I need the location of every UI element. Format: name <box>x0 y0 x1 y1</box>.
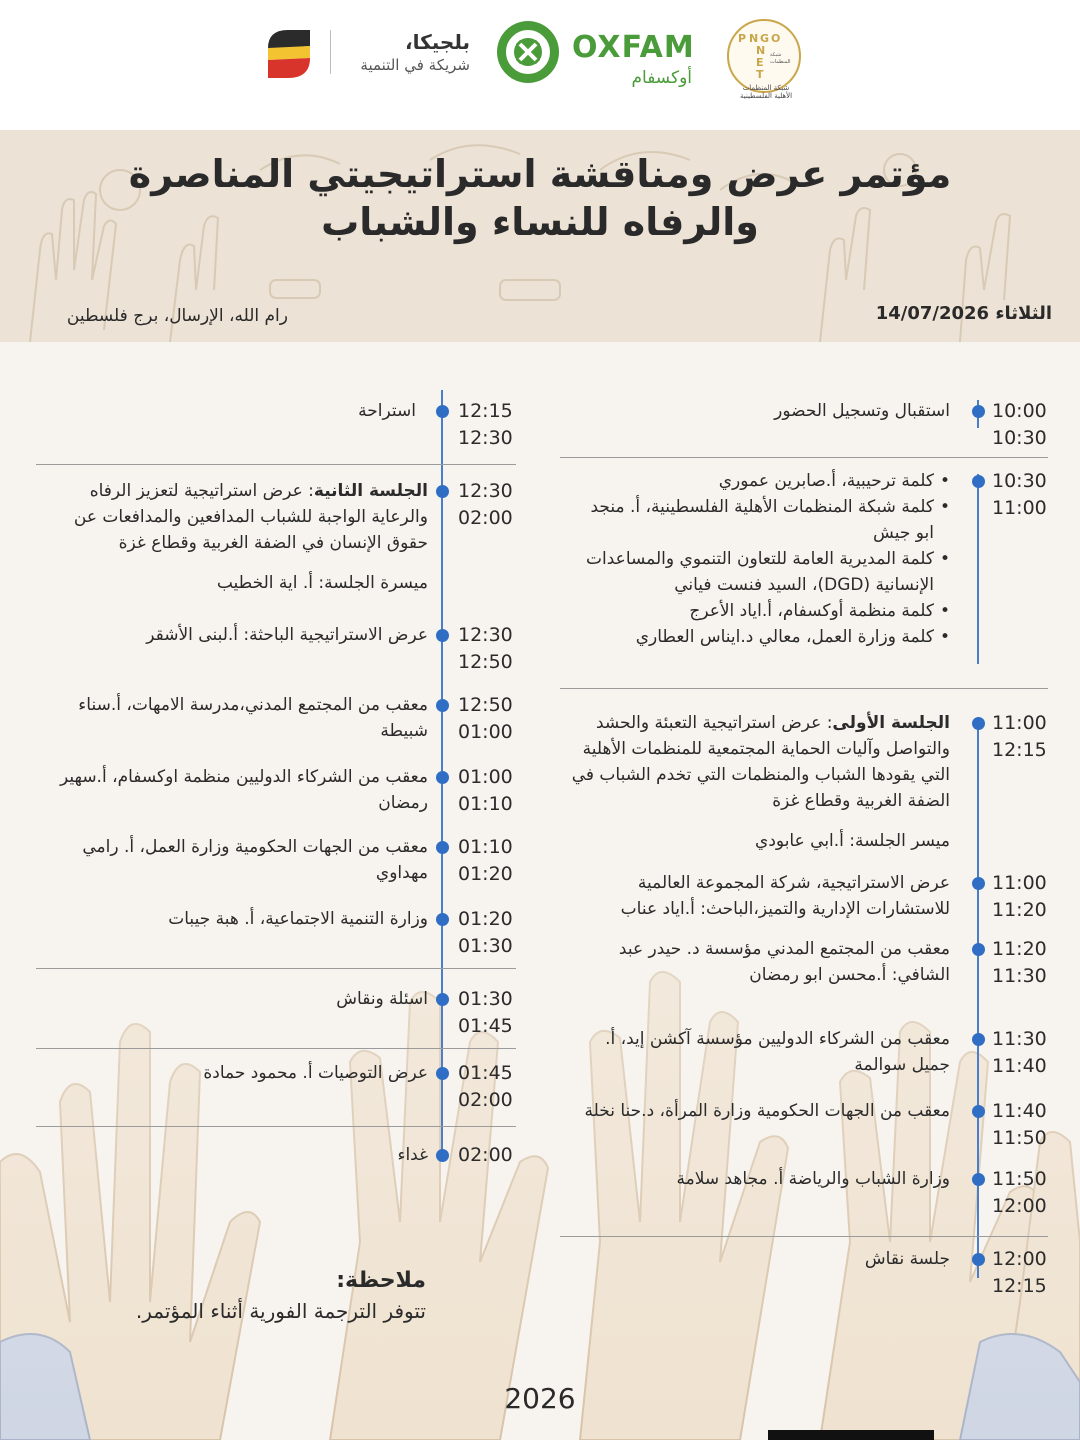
agenda-text: جلسة نقاش <box>864 1249 950 1269</box>
agenda-entry <box>560 398 1050 458</box>
session-moderator: ميسرة الجلسة: أ. اية الخطيب <box>216 573 428 593</box>
agenda-text: معقب من الجهات الحكومية وزارة المرأة، د.حنا نخلة <box>584 1101 950 1121</box>
agenda-entry <box>36 478 516 618</box>
time-range: 12:50 01:00 <box>458 694 513 743</box>
session-label: الجلسة الثانية <box>313 481 428 501</box>
agenda-text: معقب من الشركاء الدوليين منظمة اوكسفام، أ.سهير رمضان <box>59 767 428 813</box>
time-range: 11:30 11:40 <box>992 1028 1047 1077</box>
time-range: 11:00 11:20 <box>992 872 1047 921</box>
time-range: 01:20 01:30 <box>458 908 513 957</box>
oxfam-wordmark: OXFAM <box>572 30 695 65</box>
timeline-dot <box>436 1149 449 1162</box>
time-range: 12:15 12:30 <box>458 400 513 449</box>
oxfam-arabic-name: أوكسفام <box>631 68 692 88</box>
time-range: 11:40 11:50 <box>992 1100 1047 1149</box>
agenda-bullet-list <box>570 468 950 650</box>
list-item: • كلمة وزارة العمل، معالي د.ايناس العطاري <box>570 624 950 650</box>
agenda-text <box>36 478 428 596</box>
agenda-entry <box>36 834 516 894</box>
agenda-text: عرض الاستراتيجية، شركة المجموعة العالمية للاستشارات الإدارية والتميز،الباحث: أ.اياد عناب <box>620 873 950 919</box>
agenda-entry <box>560 870 1050 930</box>
agenda-text: معقب من الشركاء الدوليين مؤسسة آكشن إيد، أ. جميل سوالمة <box>605 1029 950 1075</box>
list-item: • كلمة المديرية العامة للتعاون التنموي والمساعدات الإنسانية (DGD)، السيد فنست فياني <box>570 546 950 598</box>
svg-text:T: T <box>756 68 764 81</box>
time-range: 01:10 01:20 <box>458 836 513 885</box>
session-description: : عرض استراتيجية لتعزيز الرفاه والرعاية الواجبة للشباب المدافعين والمدافعات عن حقوق الإنسان في الضفة الغربية وقطاع غزة <box>73 481 428 553</box>
timeline-dot <box>436 993 449 1006</box>
event-title-line2: والرفاه للنساء والشباب <box>321 200 759 244</box>
event-date: الثلاثاء 14/07/2026 <box>875 303 1052 324</box>
belgium-tagline: شريكة في التنمية <box>360 56 470 74</box>
agenda-text: وزارة التنمية الاجتماعية، أ. هبة جيبات <box>168 909 428 929</box>
belgium-logo-icon <box>262 26 316 82</box>
agenda-entry <box>36 986 516 1046</box>
timeline-dot <box>972 405 985 418</box>
agenda-entry <box>560 710 1050 860</box>
time-range: 11:00 12:15 <box>992 712 1047 761</box>
note-box <box>60 1268 426 1323</box>
agenda-entry <box>560 936 1050 1016</box>
time-range: 10:30 11:00 <box>992 470 1047 519</box>
agenda-entry <box>36 622 516 682</box>
agenda-text: اسئلة ونقاش <box>336 989 428 1009</box>
svg-text:N: N <box>749 32 759 45</box>
time-range: 12:30 12:50 <box>458 624 513 673</box>
pngo-arabic-name: شبكة المنظمات الأهلية الفلسطينية <box>739 84 793 100</box>
event-venue: رام الله، الإرسال، برج فلسطين <box>66 306 288 326</box>
timeline-dot <box>972 1173 985 1186</box>
svg-text:E: E <box>756 56 764 69</box>
timeline-dot <box>436 699 449 712</box>
timeline-dot <box>972 877 985 890</box>
list-item: • كلمة شبكة المنظمات الأهلية الفلسطينية، أ. منجد ابو جيش <box>570 494 950 546</box>
agenda-text: معقب من المجتمع المدني مؤسسة د. حيدر عبد الشافي: أ.محسن ابو رمضان <box>618 939 950 985</box>
divider <box>36 1048 516 1049</box>
time-range: 01:00 01:10 <box>458 766 513 815</box>
divider <box>36 1126 516 1127</box>
agenda-entry <box>36 692 516 752</box>
divider <box>560 1236 1048 1237</box>
agenda-entry <box>560 468 1050 682</box>
divider <box>560 457 1048 458</box>
note-heading: ملاحظة: <box>336 1268 426 1293</box>
oxfam-logo-icon <box>496 20 560 84</box>
session-label: الجلسة الأولى <box>832 713 950 733</box>
belgium-logo-text <box>330 30 470 74</box>
agenda-entry <box>36 1060 516 1120</box>
agenda-entry <box>36 1142 516 1172</box>
divider <box>36 968 516 969</box>
timeline-dot <box>972 1253 985 1266</box>
timeline-dot <box>436 629 449 642</box>
timeline-dot <box>972 943 985 956</box>
pngo-logo-icon <box>726 18 802 94</box>
time-range: 01:30 01:45 <box>458 988 513 1037</box>
time-range: 01:45 02:00 <box>458 1062 513 1111</box>
timeline-dot <box>972 1105 985 1118</box>
time-range: 12:30 02:00 <box>458 480 513 529</box>
svg-text:P: P <box>738 32 747 45</box>
timeline-dot <box>436 771 449 784</box>
agenda-entry <box>36 906 516 966</box>
agenda-entry <box>560 1026 1050 1086</box>
agenda-entry <box>560 1098 1050 1158</box>
timeline-dot <box>436 913 449 926</box>
timeline-dot <box>436 405 449 418</box>
timeline-dot <box>436 485 449 498</box>
svg-text:G: G <box>760 32 770 45</box>
time-range: 02:00 <box>458 1144 513 1166</box>
timeline-dot <box>436 1067 449 1080</box>
agenda-text: معقب من الجهات الحكومية وزارة العمل، أ. رامي مهداوي <box>82 837 428 883</box>
timeline-dot <box>972 717 985 730</box>
agenda-text: معقب من المجتمع المدني،مدرسة الامهات، أ.سناء شبيطة <box>78 695 428 741</box>
logo-strip <box>0 0 1080 130</box>
agenda-text: وزارة الشباب والرياضة أ. مجاهد سلامة <box>676 1169 950 1189</box>
agenda-text: غداء <box>397 1145 428 1165</box>
agenda-text: عرض التوصيات أ. محمود حمادة <box>203 1063 428 1083</box>
timeline-dot <box>972 475 985 488</box>
agenda-text <box>570 710 950 854</box>
time-range: 10:00 10:30 <box>992 400 1047 449</box>
timeline-dot <box>436 841 449 854</box>
divider <box>560 688 1048 689</box>
belgium-name: بلجيكا، <box>405 30 470 54</box>
agenda-text: استقبال وتسجيل الحضور <box>774 401 950 421</box>
time-range: 12:00 12:15 <box>992 1248 1047 1297</box>
agenda-entry <box>36 764 516 824</box>
session-moderator: ميسر الجلسة: أ.ابي عابودي <box>755 831 950 851</box>
footer-year: 2026 <box>504 1382 576 1415</box>
svg-text:N: N <box>756 44 766 57</box>
agenda-text: استراحة <box>358 401 416 421</box>
divider <box>36 464 516 465</box>
list-item: • كلمة منظمة أوكسفام، أ.اياد الأعرج <box>570 598 950 624</box>
note-text: تتوفر الترجمة الفورية أثناء المؤتمر. <box>135 1299 426 1323</box>
agenda-text: عرض الاستراتيجية الباحثة: أ.لبنى الأشقر <box>146 625 428 645</box>
time-range: 11:20 11:30 <box>992 938 1047 987</box>
footer-bar <box>768 1430 934 1440</box>
event-title-line1: مؤتمر عرض ومناقشة استراتيجيتي المناصرة <box>128 152 952 196</box>
svg-text:المنظمات: المنظمات <box>770 59 791 65</box>
timeline-dot <box>972 1033 985 1046</box>
event-title <box>100 150 980 246</box>
agenda-entry <box>560 1166 1050 1226</box>
svg-text:شبكة: شبكة <box>770 52 782 58</box>
time-range: 11:50 12:00 <box>992 1168 1047 1217</box>
agenda-entry <box>36 398 516 458</box>
list-item: • كلمة ترحيبية، أ.صابرين عموري <box>570 468 950 494</box>
agenda-entry <box>560 1246 1050 1306</box>
session-description: : عرض استراتيجية التعبئة والحشد والتواصل وآليات الحماية المجتمعية للمنظمات الأهلية التي يقودها الشباب والمنظمات التي تخدم الشباب في الضفة الغربية وقطاع غزة <box>571 713 950 811</box>
svg-text:O: O <box>771 32 781 45</box>
